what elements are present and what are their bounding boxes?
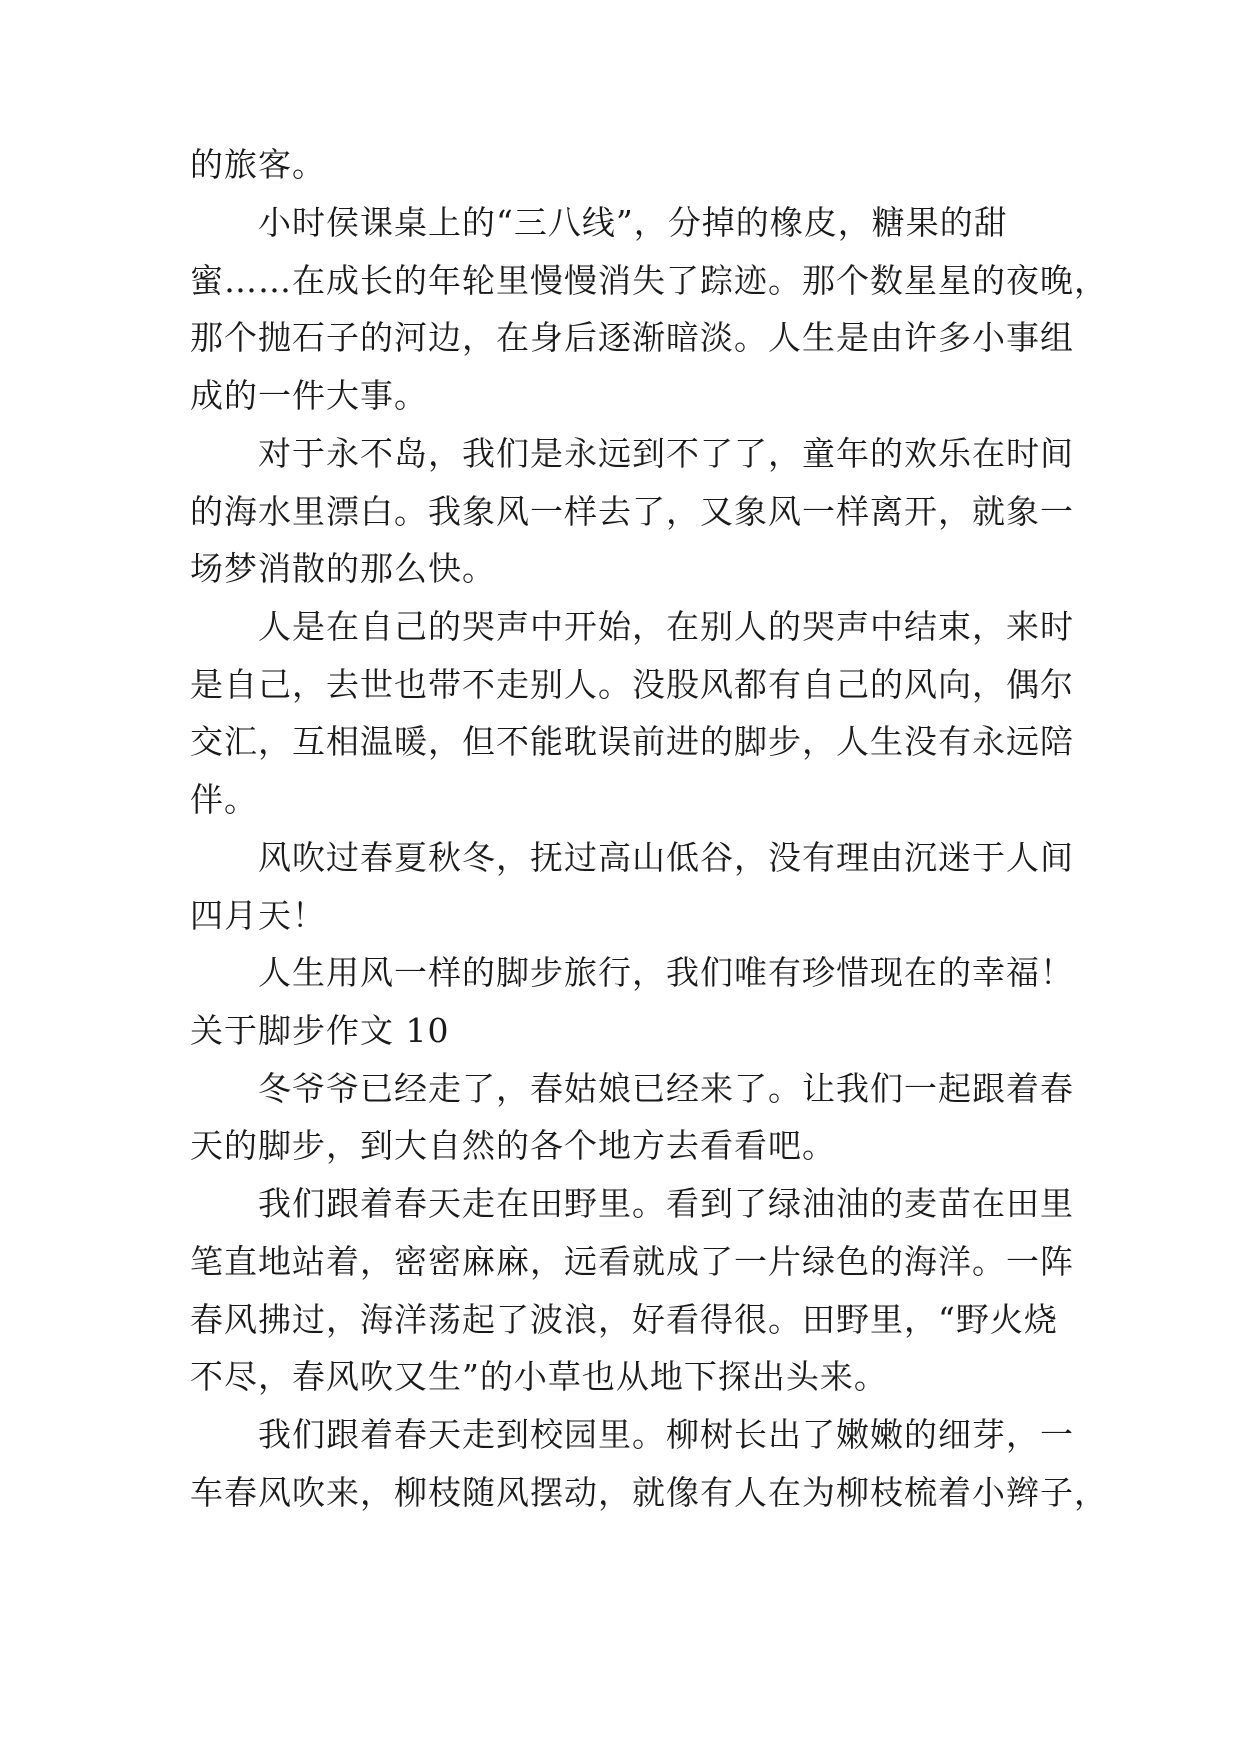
text-line: 春风拂过，海洋荡起了波浪，好看得很。田野里，“野火烧 (190, 1300, 1058, 1339)
section-heading: 关于脚步作文 10 (190, 1011, 450, 1050)
text-line: 笔直地站着，密密麻麻，远看就成了一片绿色的海洋。一阵 (190, 1242, 1074, 1281)
paragraph-start: 冬爷爷已经走了，春姑娘已经来了。让我们一起跟着春 (258, 1069, 1074, 1108)
text-line: 的海水里漂白。我象风一样去了，又象风一样离开，就象一 (190, 492, 1074, 531)
text-line: 成的一件大事。 (190, 376, 428, 415)
text-line: 场梦消散的那么快。 (190, 549, 496, 588)
text-line: 伴。 (190, 780, 258, 819)
paragraph-start: 风吹过春夏秋冬，抚过高山低谷，没有理由沉迷于人间 (258, 838, 1074, 877)
text-line: 车春风吹来，柳枝随风摆动，就像有人在为柳枝梳着小辫子， (190, 1473, 1108, 1512)
text-line: 蜜……在成长的年轮里慢慢消失了踪迹。那个数星星的夜晚， (190, 261, 1108, 300)
paragraph-start: 人是在自己的哭声中开始，在别人的哭声中结束，来时 (258, 607, 1074, 646)
text-line: 四月天！ (190, 896, 326, 935)
text-line: 是自己，去世也带不走别人。没股风都有自己的风向，偶尔 (190, 665, 1074, 704)
paragraph-start: 小时侯课桌上的“三八线”，分掉的橡皮，糖果的甜 (258, 203, 1008, 242)
paragraph-start: 我们跟着春天走在田野里。看到了绿油油的麦苗在田里 (258, 1184, 1074, 1223)
paragraph-start: 我们跟着春天走到校园里。柳树长出了嫩嫩的细芽，一 (258, 1415, 1074, 1454)
text-line: 不尽，春风吹又生”的小草也从地下探出头来。 (190, 1357, 888, 1396)
text-line: 的旅客。 (190, 145, 326, 184)
text-line: 交汇，互相温暖，但不能耽误前进的脚步，人生没有永远陪 (190, 722, 1074, 761)
text-line: 天的脚步，到大自然的各个地方去看看吧。 (190, 1126, 836, 1165)
text-line: 那个抛石子的河边，在身后逐渐暗淡。人生是由许多小事组 (190, 318, 1074, 357)
paragraph-start: 人生用风一样的脚步旅行，我们唯有珍惜现在的幸福！ (258, 953, 1074, 992)
paragraph-start: 对于永不岛，我们是永远到不了了，童年的欢乐在时间 (258, 434, 1074, 473)
